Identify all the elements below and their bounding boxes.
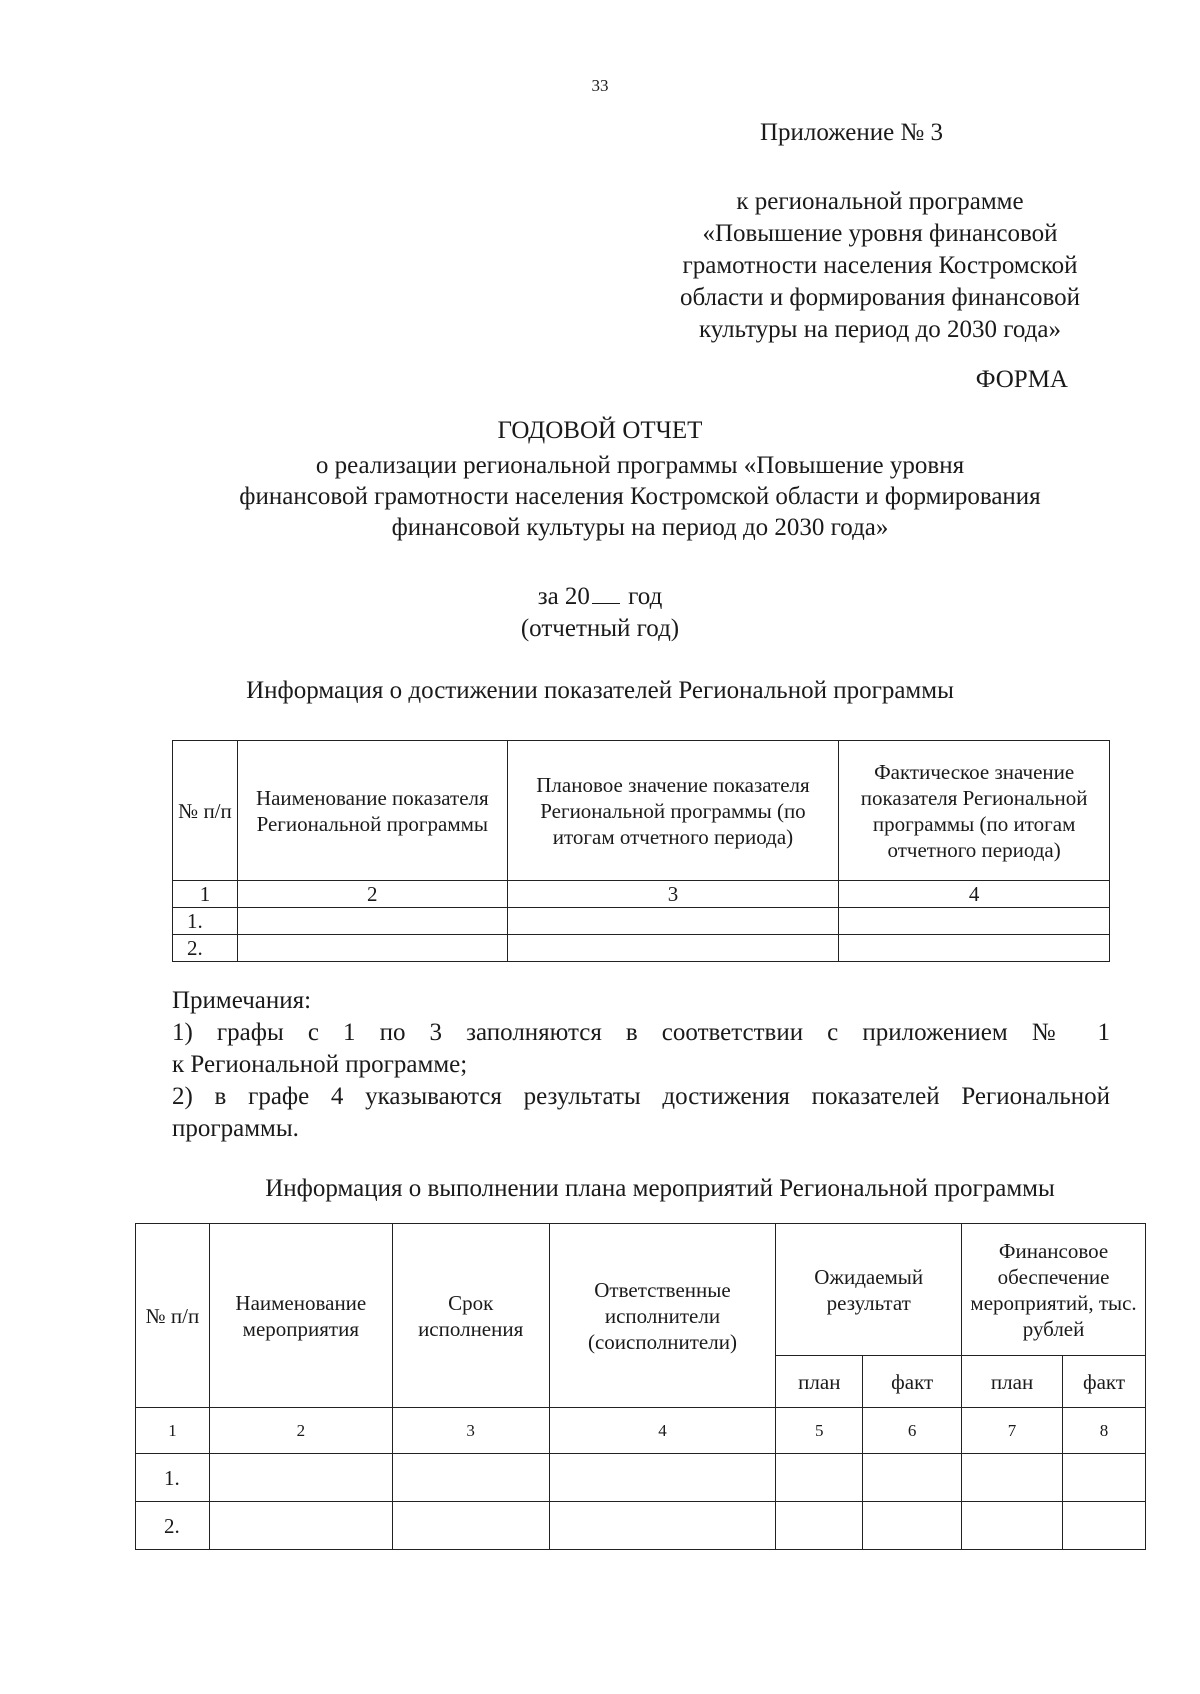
- table-row: [173, 908, 1110, 935]
- note-item-2: 2) в графе 4 указываются результаты достижения показателей Региональной: [172, 1083, 1110, 1110]
- header-cell-indicator-name: Наименование показателя Региональной программы: [237, 741, 507, 881]
- appendix-title: Приложение № 3: [760, 119, 944, 146]
- column-number: 8: [1063, 1408, 1146, 1454]
- section1-title: Информация о достижении показателей Региональной программы: [246, 677, 954, 704]
- page-number: 33: [591, 76, 609, 95]
- table-row: [136, 1454, 1146, 1502]
- header-cell-planned-value: Плановое значение показателя Региональной программы (по итогам отчетного периода): [507, 741, 839, 881]
- row-number: 1.: [173, 908, 238, 935]
- year-blank-field: [592, 581, 620, 604]
- note-item-1: 1) графы с 1 по 3 заполняются в соответствии с приложением № 1: [172, 1019, 1110, 1046]
- table-cell: [839, 935, 1110, 962]
- section2-title: Информация о выполнении плана мероприятий Региональной программы: [265, 1175, 1055, 1202]
- activities-table: [135, 1223, 1146, 1550]
- notes-block: [172, 985, 1110, 1145]
- column-number: 7: [962, 1408, 1063, 1454]
- appendix-subtitle-line: к региональной программе: [736, 188, 1024, 215]
- note-item-1-continued: к Региональной программе;: [172, 1051, 468, 1078]
- header-cell-actual-value: Фактическое значение показателя Региональной программы (по итогам отчетного периода): [839, 741, 1110, 881]
- header-cell-number: № п/п: [136, 1224, 210, 1408]
- table-cell: [549, 1502, 776, 1550]
- row-number: 2.: [173, 935, 238, 962]
- report-year-prefix: за 20: [537, 583, 590, 610]
- note-item-2-continued: программы.: [172, 1115, 299, 1142]
- column-number: 5: [776, 1408, 863, 1454]
- report-title: ГОДОВОЙ ОТЧЕТ: [497, 417, 703, 444]
- appendix-subtitle-line: области и формирования финансовой: [679, 284, 1081, 311]
- report-subtitle-line: финансовой культуры на период до 2030 года»: [391, 514, 889, 541]
- table-cell: [392, 1502, 549, 1550]
- column-number: 1: [136, 1408, 210, 1454]
- header-cell-financing: Финансовое обеспечение мероприятий, тыс. рублей: [962, 1224, 1146, 1356]
- table-cell: [1063, 1502, 1146, 1550]
- column-number: 2: [237, 881, 507, 908]
- column-number: 3: [507, 881, 839, 908]
- column-number: 4: [839, 881, 1110, 908]
- report-year-note: (отчетный год): [520, 615, 680, 642]
- column-number: 6: [863, 1408, 962, 1454]
- report-year: [0, 581, 1200, 611]
- form-label: ФОРМА: [975, 366, 1068, 393]
- table-cell: [863, 1454, 962, 1502]
- table-cell: [209, 1502, 392, 1550]
- column-number: 3: [392, 1408, 549, 1454]
- appendix-subtitle-line: грамотности населения Костромской: [682, 252, 1078, 279]
- table-cell: [863, 1502, 962, 1550]
- column-number: 4: [549, 1408, 776, 1454]
- column-number-row: [136, 1408, 1146, 1454]
- subheader-cell-plan: план: [962, 1356, 1063, 1408]
- report-subtitle-line: о реализации региональной программы «Повышение уровня: [315, 452, 965, 479]
- header-cell-responsible: Ответственные исполнители (соисполнители): [549, 1224, 776, 1408]
- table-cell: [776, 1454, 863, 1502]
- table-cell: [507, 935, 839, 962]
- table-cell: [237, 935, 507, 962]
- report-year-suffix: год: [628, 583, 663, 610]
- table-header-row: [173, 741, 1110, 881]
- row-number: 1.: [136, 1454, 210, 1502]
- table-row: [173, 935, 1110, 962]
- header-cell-number: № п/п: [173, 741, 238, 881]
- row-number: 2.: [136, 1502, 210, 1550]
- report-subtitle-line: финансовой грамотности населения Костромской области и формирования: [239, 483, 1041, 510]
- table-cell: [776, 1502, 863, 1550]
- header-cell-term: Срок исполнения: [392, 1224, 549, 1408]
- table-cell: [392, 1454, 549, 1502]
- subheader-cell-fact: факт: [1063, 1356, 1146, 1408]
- header-cell-expected-result: Ожидаемый результат: [776, 1224, 962, 1356]
- table-row: [136, 1502, 1146, 1550]
- subheader-cell-plan: план: [776, 1356, 863, 1408]
- report-subtitle: [160, 450, 1120, 543]
- appendix-subtitle: [600, 186, 1160, 346]
- table-header-row: [136, 1224, 1146, 1356]
- table-cell: [209, 1454, 392, 1502]
- indicators-table: [172, 740, 1110, 962]
- table-cell: [839, 908, 1110, 935]
- column-number: 2: [209, 1408, 392, 1454]
- column-number-row: [173, 881, 1110, 908]
- table-cell: [549, 1454, 776, 1502]
- table-cell: [962, 1502, 1063, 1550]
- notes-heading: Примечания:: [172, 987, 312, 1014]
- table-cell: [962, 1454, 1063, 1502]
- appendix-subtitle-line: «Повышение уровня финансовой: [702, 220, 1058, 247]
- subheader-cell-fact: факт: [863, 1356, 962, 1408]
- appendix-subtitle-line: культуры на период до 2030 года»: [698, 316, 1062, 343]
- table-cell: [237, 908, 507, 935]
- header-cell-activity-name: Наименование мероприятия: [209, 1224, 392, 1408]
- table-cell: [1063, 1454, 1146, 1502]
- column-number: 1: [173, 881, 238, 908]
- table-cell: [507, 908, 839, 935]
